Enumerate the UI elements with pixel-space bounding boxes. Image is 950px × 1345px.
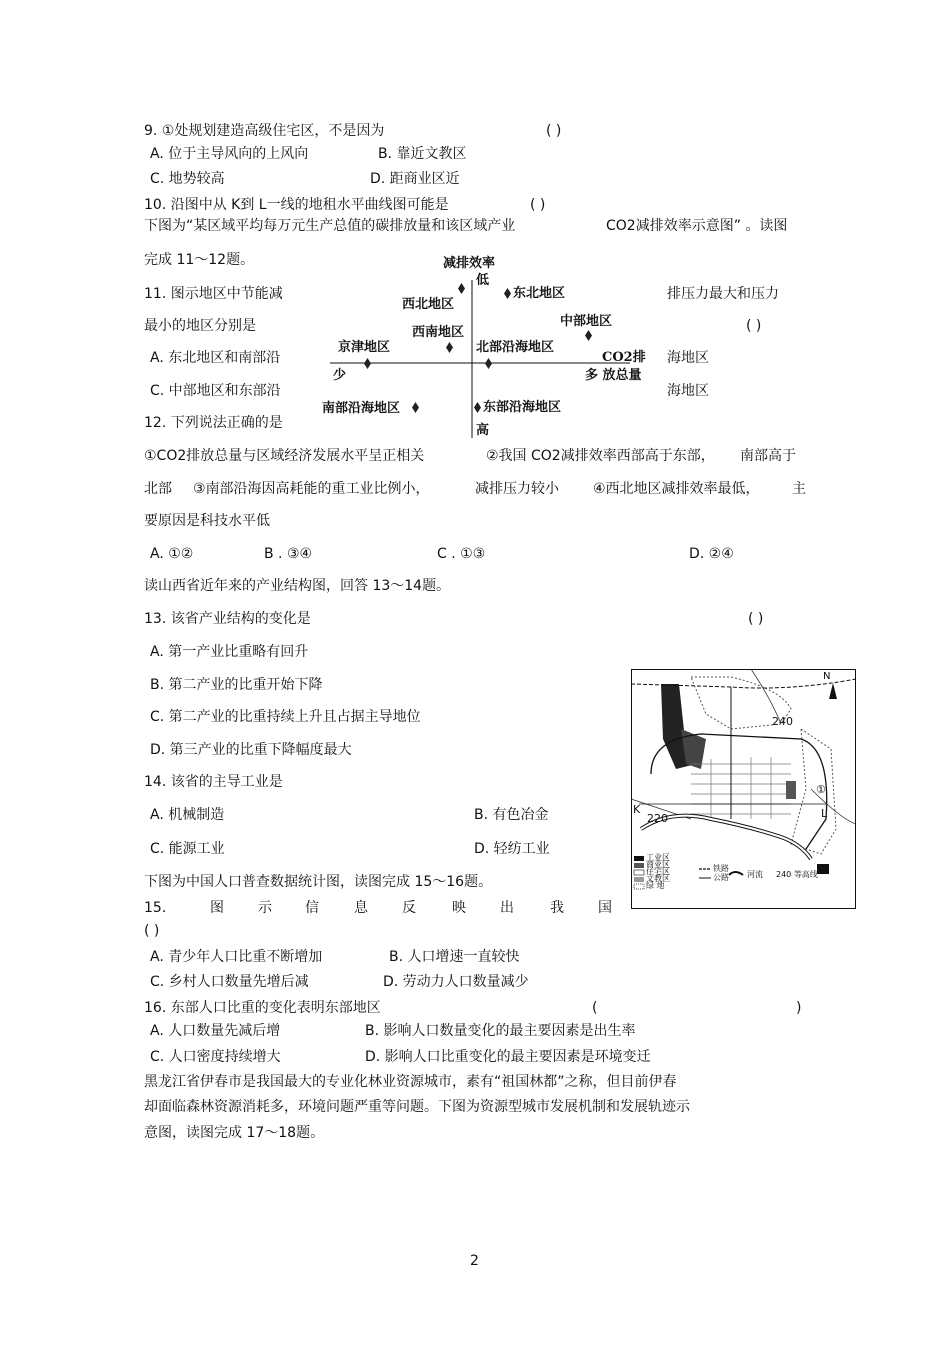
north-arrow-label: N xyxy=(823,671,831,682)
q16-paren-left: ( xyxy=(592,1000,598,1016)
q15-stem-2: 示 xyxy=(258,900,272,916)
q12-statement-4-end: 要原因是科技水平低 xyxy=(144,513,270,529)
q12-statement-1: ①CO2排放总量与区域经济发展水平呈正相关 xyxy=(144,448,425,464)
q12-statement-2-end: 北部 xyxy=(144,481,172,497)
point-k-label: K xyxy=(633,803,641,816)
q9-stem: 9. ①处规划建造高级住宅区，不是因为 xyxy=(144,123,385,139)
q9-option-b: B. 靠近文教区 xyxy=(378,146,467,162)
label-central: 中部地区 xyxy=(560,314,613,329)
q12-statement-2-cont: 南部高于 xyxy=(740,448,796,464)
q13-option-d: D. 第三产业的比重下降幅度最大 xyxy=(150,742,352,758)
page-number: 2 xyxy=(470,1253,479,1269)
q10-answer-paren: ( ) xyxy=(530,197,546,213)
point-l-label: L xyxy=(821,807,828,820)
legend-education: 文教区 xyxy=(646,874,670,883)
intro-11-12-line1a: 下图为“某区域平均每万元生产总值的碳排放量和该区域产业 xyxy=(144,218,516,234)
axis-top-label: 减排效率 xyxy=(443,256,496,271)
q11-answer-paren: ( ) xyxy=(746,318,762,334)
axis-left-few: 少 xyxy=(333,368,347,383)
q12-statement-3: ③南部沿海因高耗能的重工业比例小， xyxy=(193,481,430,497)
q11-option-a: A. 东北地区和南部沿 xyxy=(150,350,281,366)
point-1-label: ① xyxy=(816,783,826,796)
q11-option-c: C. 中部地区和东部沿 xyxy=(150,383,281,399)
intro-17-18-line1: 黑龙江省伊春市是我国最大的专业化林业资源城市，素有“祖国林都”之称，但目前伊春 xyxy=(144,1074,677,1090)
label-northeast: 东北地区 xyxy=(513,286,566,301)
q15-stem-1: 图 xyxy=(210,900,224,916)
intro-15-16: 下图为中国人口普查数据统计图，读图完成 15～16题。 xyxy=(144,874,493,890)
marker-southwest xyxy=(446,342,453,353)
q15-option-a: A. 青少年人口比重不断增加 xyxy=(150,949,323,965)
marker-northwest xyxy=(458,283,465,294)
q15-stem-3: 信 xyxy=(305,900,319,916)
intro-17-18-line2: 却面临森林资源消耗多，环境问题严重等问题。下图为资源型城市发展机制和发展轨迹示 xyxy=(144,1099,690,1115)
intro-11-12-line1b: CO2减排效率示意图” 。读图 xyxy=(606,218,788,234)
marker-east-coast xyxy=(474,402,481,413)
q12-option-b: B . ③④ xyxy=(264,546,313,562)
q15-stem-8: 我 xyxy=(550,900,564,916)
q16-option-a: A. 人口数量先减后增 xyxy=(150,1023,281,1039)
q12-option-a: A. ①② xyxy=(150,546,194,562)
q9-option-c: C. 地势较高 xyxy=(150,171,225,187)
label-jingjin: 京津地区 xyxy=(338,340,391,355)
q9-option-d: D. 距商业区近 xyxy=(370,171,460,187)
legend-green: 绿 地 xyxy=(646,881,665,890)
q10-stem: 10. 沿图中从 K到 L一线的地租水平曲线图可能是 xyxy=(144,197,449,213)
legend-industry: 工业区 xyxy=(646,853,670,862)
q15-option-d: D. 劳动力人口数量减少 xyxy=(383,974,529,990)
q14-option-b: B. 有色冶金 xyxy=(474,807,549,823)
q12-statement-2: ②我国 CO2减排效率西部高于东部， xyxy=(486,448,715,464)
q13-option-a: A. 第一产业比重略有回升 xyxy=(150,644,309,660)
q15-stem-4: 息 xyxy=(354,900,368,916)
q16-paren-right: ) xyxy=(796,1000,802,1016)
marker-northeast xyxy=(504,288,511,299)
q15-stem-9: 国 xyxy=(598,900,612,916)
label-south-coast: 南部沿海地区 xyxy=(322,401,401,416)
q11-stem-b: 排压力最大和压力 xyxy=(667,286,779,302)
axis-right-label2: 多 放总量 xyxy=(585,368,642,383)
q16-option-d: D. 影响人口比重变化的最主要因素是环境变迁 xyxy=(365,1049,651,1065)
contour-220-label: 220 xyxy=(647,812,668,825)
q16-option-b: B. 影响人口数量变化的最主要因素是出生率 xyxy=(365,1023,636,1039)
legend-road: 公路 xyxy=(713,873,729,882)
q11-option-a-cont: 海地区 xyxy=(667,350,709,366)
q12-stem: 12. 下列说法正确的是 xyxy=(144,415,283,431)
marker-south-coast xyxy=(412,402,419,413)
q14-stem: 14. 该省的主导工业是 xyxy=(144,774,283,790)
q16-option-c: C. 人口密度持续增大 xyxy=(150,1049,281,1065)
q15-option-b: B. 人口增速一直较快 xyxy=(389,949,520,965)
q12-statement-4-cont: 主 xyxy=(792,481,806,497)
label-southwest: 西南地区 xyxy=(412,325,465,340)
q13-option-c: C. 第二产业的比重持续上升且占据主导地位 xyxy=(150,709,421,725)
intro-17-18-line3: 意图，读图完成 17～18题。 xyxy=(144,1125,325,1141)
legend-river: 河流 xyxy=(747,870,763,879)
label-north-coast: 北部沿海地区 xyxy=(476,340,555,355)
q15-stem-7: 出 xyxy=(500,900,514,916)
legend-contour: 240 等高线 xyxy=(776,870,818,879)
q11-stem-c: 最小的地区分别是 xyxy=(144,318,256,334)
q12-option-d: D. ②④ xyxy=(689,546,734,562)
q11-stem-a: 11. 图示地区中节能减 xyxy=(144,286,283,302)
q9-option-a: A. 位于主导风向的上风向 xyxy=(150,146,309,162)
q12-option-c: C . ①③ xyxy=(437,546,486,562)
intro-11-12-line2: 完成 11～12题。 xyxy=(144,252,255,268)
legend-commerce: 商业区 xyxy=(646,860,670,869)
city-land-use-map xyxy=(631,669,856,909)
q11-option-c-cont: 海地区 xyxy=(667,383,709,399)
axis-top-low: 低 xyxy=(476,273,490,288)
marker-north-coast xyxy=(485,358,492,369)
q15-answer-paren: ( ) xyxy=(144,923,160,939)
marker-central xyxy=(585,330,592,341)
intro-13-14: 读山西省近年来的产业结构图，回答 13～14题。 xyxy=(144,578,451,594)
legend-railway: 铁路 xyxy=(713,864,729,873)
q9-answer-paren: ( ) xyxy=(546,123,562,139)
q15-option-c: C. 乡村人口数量先增后减 xyxy=(150,974,309,990)
q12-statement-3-cont: 减排压力较小 xyxy=(475,481,559,497)
q13-option-b: B. 第二产业的比重开始下降 xyxy=(150,677,323,693)
q14-option-d: D. 轻纺工业 xyxy=(474,841,550,857)
q13-stem: 13. 该省产业结构的变化是 xyxy=(144,611,311,627)
q13-answer-paren: ( ) xyxy=(748,611,764,627)
marker-jingjin xyxy=(364,358,371,369)
contour-240-label: 240 xyxy=(772,715,793,728)
axis-bottom-high: 高 xyxy=(476,423,490,438)
axis-right-label1: CO2排 xyxy=(602,350,646,365)
q16-stem: 16. 东部人口比重的变化表明东部地区 xyxy=(144,1000,381,1016)
q12-statement-4: ④西北地区减排效率最低， xyxy=(593,481,760,497)
q14-option-a: A. 机械制造 xyxy=(150,807,225,823)
q15-stem-6: 映 xyxy=(452,900,466,916)
q15-stem-0: 15. xyxy=(144,900,167,916)
q14-option-c: C. 能源工业 xyxy=(150,841,225,857)
legend-residential: 住宅区 xyxy=(646,867,670,876)
q15-stem-5: 反 xyxy=(402,900,416,916)
label-northwest: 西北地区 xyxy=(402,297,455,312)
label-east-coast: 东部沿海地区 xyxy=(483,400,562,415)
